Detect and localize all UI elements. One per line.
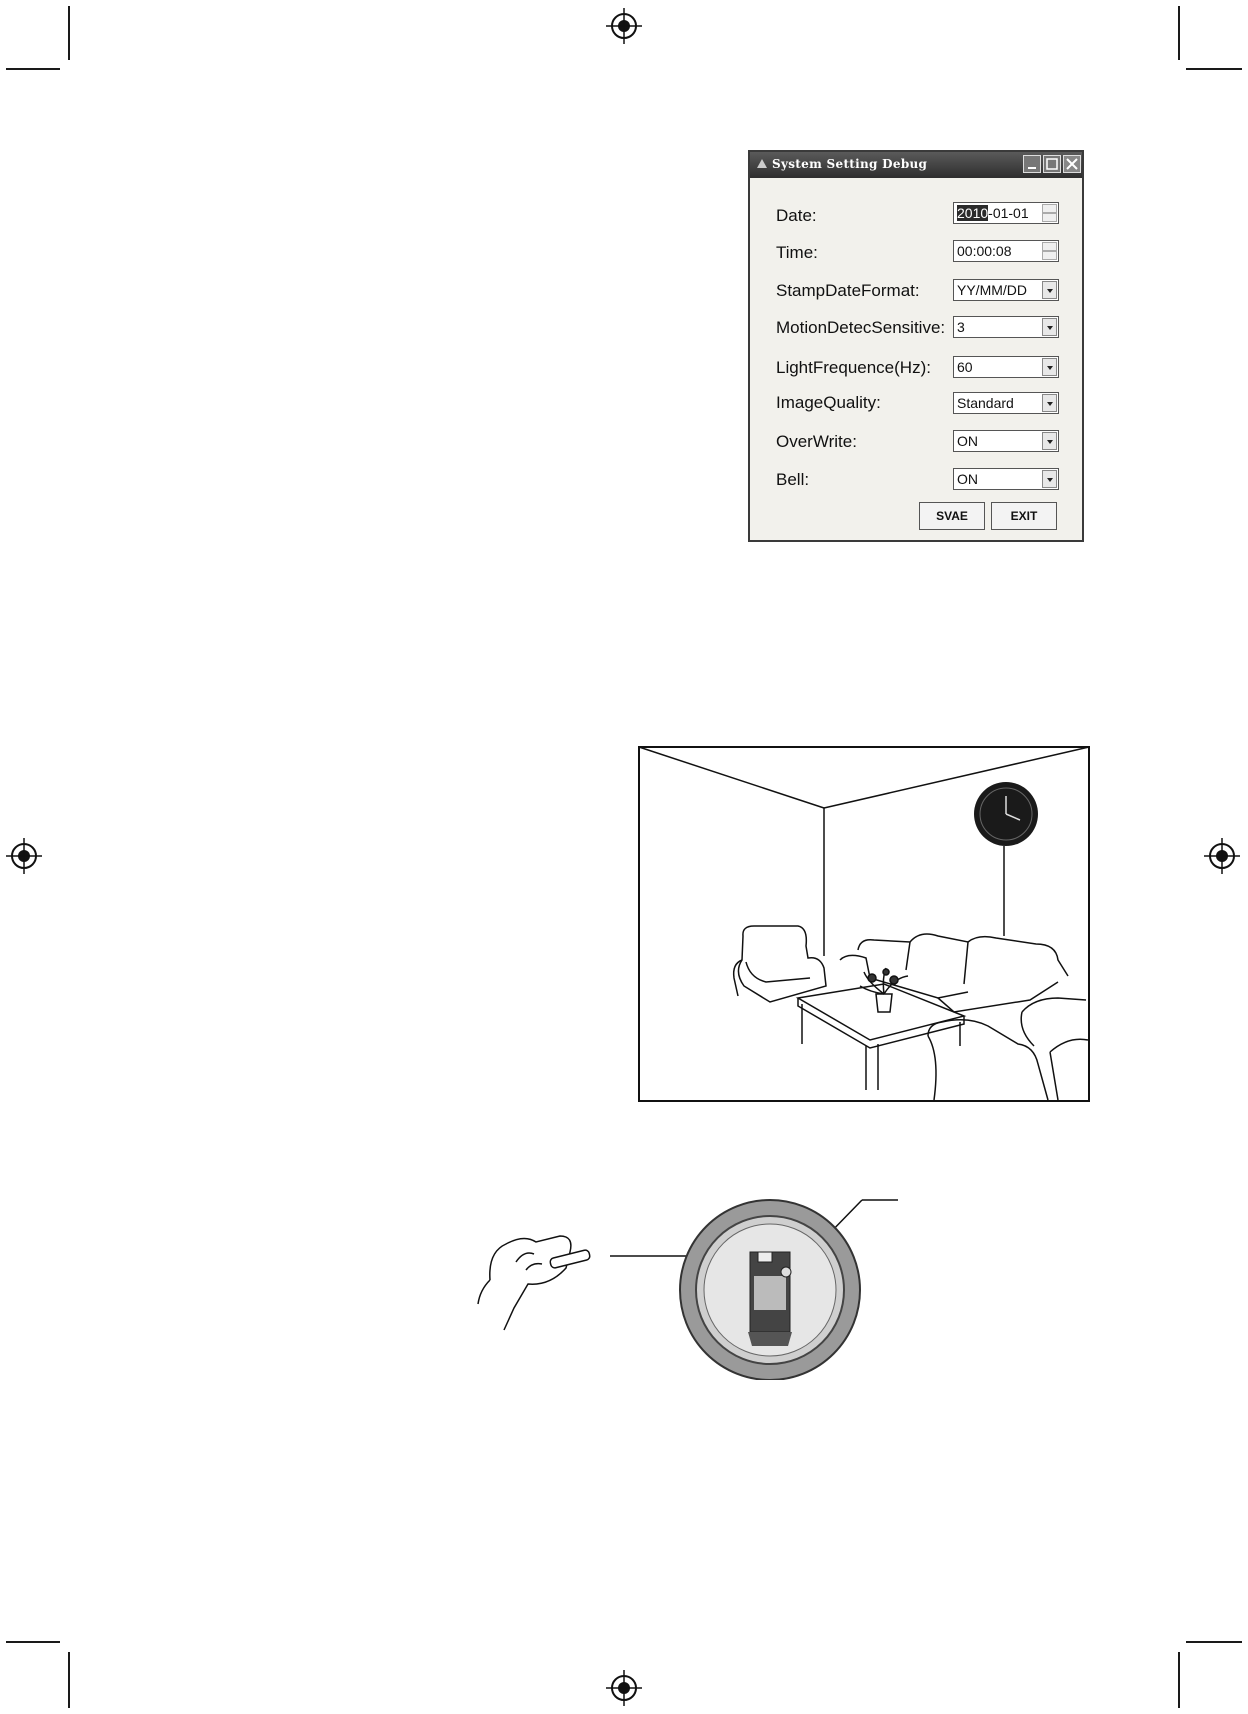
image-quality-select[interactable] (953, 392, 1059, 414)
clock-back-illustration (470, 1180, 930, 1380)
spin-up-icon[interactable] (1042, 242, 1057, 251)
save-button[interactable]: SVAE (919, 502, 985, 530)
date-field[interactable] (953, 202, 1059, 224)
date-label: Date: (776, 206, 817, 225)
hand-battery-icon (478, 1236, 591, 1330)
clock-back-icon (680, 1200, 860, 1380)
room-illustration (638, 746, 1090, 1102)
registration-mark-icon (606, 1670, 642, 1706)
overwrite-value: ON (957, 433, 978, 449)
image-quality-label: ImageQuality: (776, 393, 881, 412)
date-year-selected: 2010 (957, 205, 989, 221)
dialog-titlebar[interactable] (750, 152, 1082, 178)
bell-value: ON (957, 471, 978, 487)
date-value (957, 203, 1029, 223)
crop-mark (6, 1641, 60, 1643)
stamp-date-format-value: YY/MM/DD (957, 282, 1027, 298)
crop-mark (1186, 1641, 1242, 1643)
chevron-down-icon[interactable] (1042, 432, 1057, 450)
registration-mark-icon (606, 8, 642, 44)
chevron-down-icon[interactable] (1042, 281, 1057, 299)
minimize-icon (1024, 156, 1040, 172)
overwrite-label: OverWrite: (776, 432, 857, 451)
spin-down-icon[interactable] (1042, 213, 1057, 222)
stamp-date-format-label: StampDateFormat: (776, 281, 920, 300)
crop-mark (68, 1652, 70, 1708)
dialog-title: System Setting Debug (772, 157, 928, 171)
system-setting-dialog (748, 150, 1084, 542)
registration-mark-icon (6, 838, 42, 874)
stamp-date-format-select[interactable] (953, 279, 1059, 301)
crop-mark (6, 68, 60, 70)
app-icon (755, 156, 769, 170)
image-quality-value: Standard (957, 395, 1014, 411)
date-rest: -01-01 (988, 205, 1029, 221)
chevron-down-icon[interactable] (1042, 394, 1057, 412)
chevron-down-icon[interactable] (1042, 318, 1057, 336)
crop-mark (1178, 6, 1180, 60)
time-spinner[interactable] (1042, 242, 1057, 260)
close-button[interactable] (1063, 155, 1081, 173)
motion-sensitivity-label: MotionDetecSensitive: (776, 318, 946, 337)
maximize-icon (1044, 156, 1060, 172)
registration-mark-icon (1204, 838, 1240, 874)
overwrite-select[interactable] (953, 430, 1059, 452)
crop-mark (68, 6, 70, 60)
maximize-button[interactable] (1043, 155, 1061, 173)
bell-label: Bell: (776, 470, 810, 489)
crop-mark (1178, 1652, 1180, 1708)
time-label: Time: (776, 243, 818, 262)
minimize-button[interactable] (1023, 155, 1041, 173)
close-icon (1064, 156, 1080, 172)
chevron-down-icon[interactable] (1042, 470, 1057, 488)
spin-down-icon[interactable] (1042, 251, 1057, 260)
light-frequency-value: 60 (957, 359, 973, 375)
motion-sensitivity-select[interactable] (953, 316, 1059, 338)
crop-mark (1186, 68, 1242, 70)
exit-button[interactable]: EXIT (991, 502, 1057, 530)
light-frequency-select[interactable] (953, 356, 1059, 378)
date-spinner[interactable] (1042, 204, 1057, 222)
motion-sensitivity-value: 3 (957, 319, 965, 335)
chevron-down-icon[interactable] (1042, 358, 1057, 376)
light-frequency-label: LightFrequence(Hz): (776, 358, 931, 377)
time-field[interactable] (953, 240, 1059, 262)
spin-up-icon[interactable] (1042, 204, 1057, 213)
time-value: 00:00:08 (957, 243, 1012, 259)
bell-select[interactable] (953, 468, 1059, 490)
